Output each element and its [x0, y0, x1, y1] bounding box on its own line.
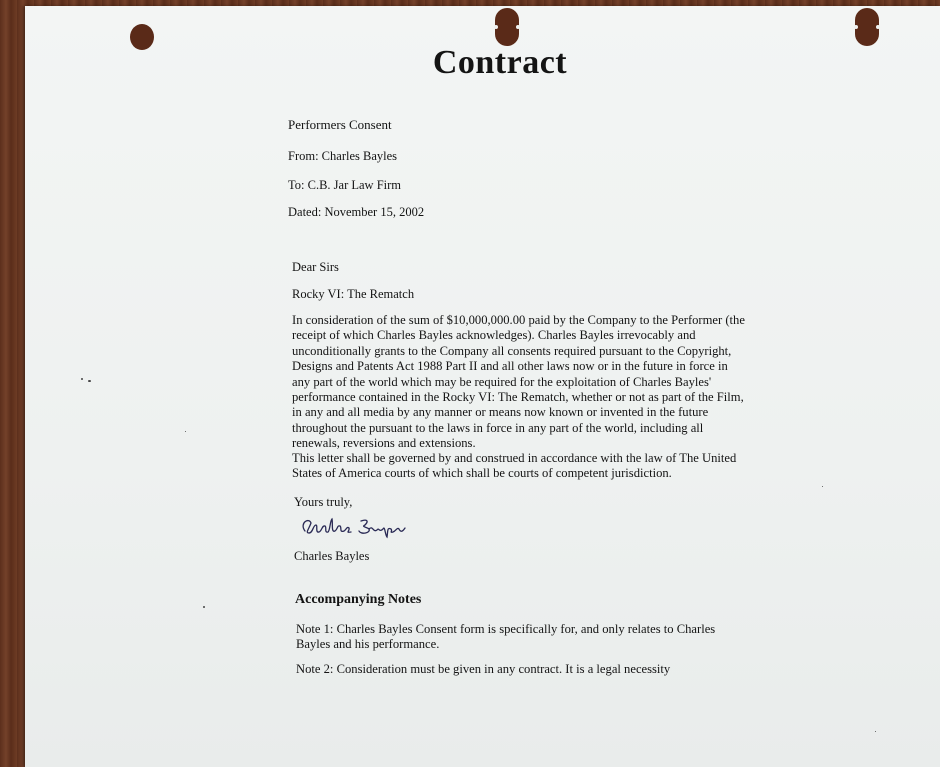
paragraph-line: This letter shall be governed by and construed in accordance with the law of The United	[292, 451, 737, 465]
paragraph-line: renewals, reversions and extensions.	[292, 436, 476, 451]
paragraph-line: States of America courts of which shall be courts of competent jurisdiction.	[292, 466, 672, 481]
salutation: Dear Sirs	[292, 260, 339, 274]
paper-speck	[88, 380, 91, 382]
paragraph-line: In consideration of the sum of $10,000,000.00 paid by the Company to the Performer (the	[292, 313, 745, 327]
notes-heading: Accompanying Notes	[295, 592, 422, 607]
paper-speck	[185, 431, 186, 432]
paragraph-line: Designs and Patents Act 1988 Part II and all other laws now or in the future in force in	[292, 359, 728, 374]
subject-line: Performers Consent	[288, 117, 392, 132]
paper-speck	[875, 731, 876, 732]
note-line: Bayles and his performance.	[296, 637, 440, 652]
signatory-name: Charles Bayles	[294, 549, 370, 563]
governing-law-paragraph	[292, 451, 736, 482]
paragraph-line: throughout the pursuant to the laws in force in any part of the world, including all	[292, 420, 704, 435]
paper-speck	[203, 606, 205, 608]
document-title: Contract	[432, 44, 568, 81]
closing: Yours truly,	[294, 495, 353, 509]
consideration-paragraph	[292, 313, 745, 452]
to-line: To: C.B. Jar Law Firm	[288, 178, 402, 192]
paragraph-line: receipt of which Charles Bayles acknowledges). Charles Bayles irrevocably and	[292, 328, 696, 343]
paragraph-line: performance contained in the Rocky VI: The Rematch, whether or not as part of the Film,	[292, 390, 744, 405]
contract-paper	[25, 6, 940, 767]
punch-hole-center	[495, 8, 519, 46]
paragraph-line: any part of the world which may be required for the exploitation of Charles Bayles'	[292, 374, 712, 389]
paper-speck	[822, 486, 823, 487]
handwritten-signature	[295, 513, 415, 541]
punch-hole-right	[855, 8, 879, 46]
paragraph-line: unconditionally grants to the Company all consents required pursuant to the Copyright,	[292, 343, 732, 358]
from-line: From: Charles Bayles	[288, 149, 398, 163]
dated-line: Dated: November 15, 2002	[288, 205, 425, 219]
re-line: Rocky VI: The Rematch	[292, 287, 415, 301]
note-1	[296, 622, 715, 653]
punch-hole-left	[130, 24, 154, 50]
note-line: Note 1: Charles Bayles Consent form is specifically for, and only relates to Charles	[296, 622, 716, 636]
note-2: Note 2: Consideration must be given in any contract. It is a legal necessity	[296, 662, 671, 676]
paragraph-line: in any and all media by any manner or means now known or invented in the future	[292, 405, 709, 420]
paper-speck	[81, 378, 83, 380]
